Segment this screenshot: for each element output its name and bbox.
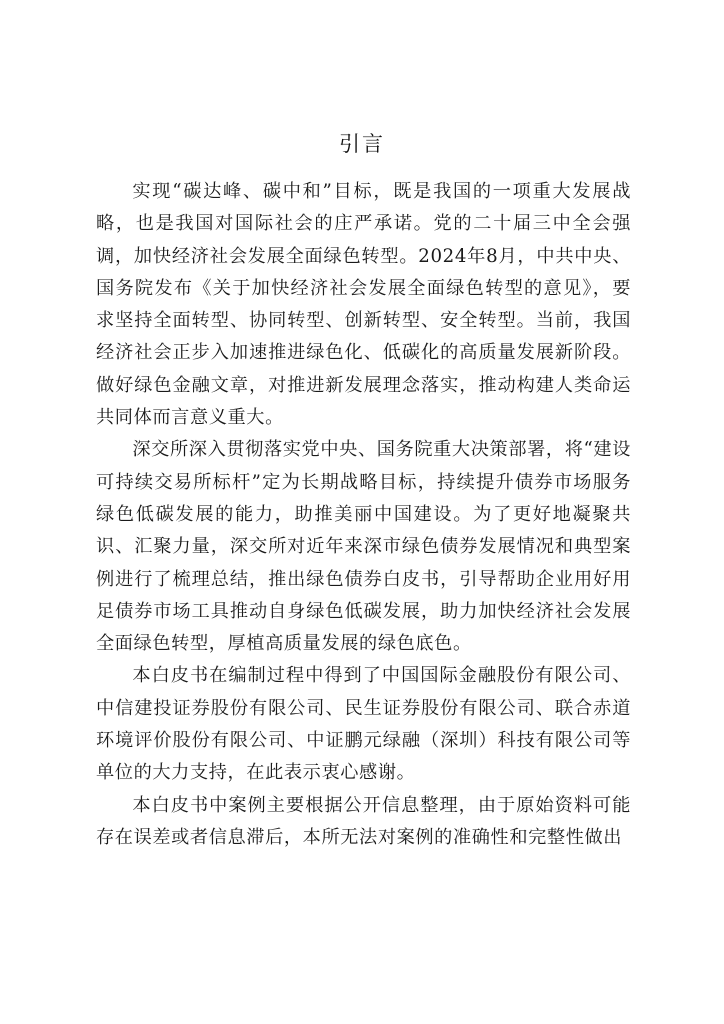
- document-body: [96, 176, 631, 854]
- paragraph-disclaimer: 本白皮书中案例主要根据公开信息整理，由于原始资料可能存在误差或者信息滞后，本所无法对案例的准确性和完整性做出: [96, 794, 631, 848]
- paragraph-acknowledgements: 本白皮书在编制过程中得到了中国国际金融股份有限公司、中信建投证券股份有限公司、民生证券股份有限公司、联合赤道环境评价股份有限公司、中证鹏元绿融（深圳）科技有限公司等单位的大力支持，在此表示衷心感谢。: [96, 665, 631, 784]
- page-title: 引言: [339, 132, 385, 156]
- paragraph-intro: 实现“碳达峰、碳中和”目标，既是我国的一项重大发展战略，也是我国对国际社会的庄严承诺。党的二十届三中全会强调，加快经济社会发展全面绿色转型。2024年8月，中共中央、国务院发布《关于加快经济社会发展全面绿色转型的意见》，要求坚持全面转型、协同转型、创新转型、安全转型。当前，我国经济社会正步入加速推进绿色化、低碳化的高质量发展新阶段。做好绿色金融文章，对推进新发展理念落实，推动构建人类命运共同体而言意义重大。: [96, 181, 631, 429]
- paragraph-szse-strategy: 深交所深入贯彻落实党中央、国务院重大决策部署，将“建设可持续交易所标杆”定为长期战略目标，持续提升债券市场服务绿色低碳发展的能力，助推美丽中国建设。为了更好地凝聚共识、汇聚力量，深交所对近年来深市绿色债券发展情况和典型案例进行了梳理总结，推出绿色债券白皮书，引导帮助企业用好用足债券市场工具推动自身绿色低碳发展，助力加快经济社会发展全面绿色转型，厚植高质量发展的绿色底色。: [96, 439, 631, 655]
